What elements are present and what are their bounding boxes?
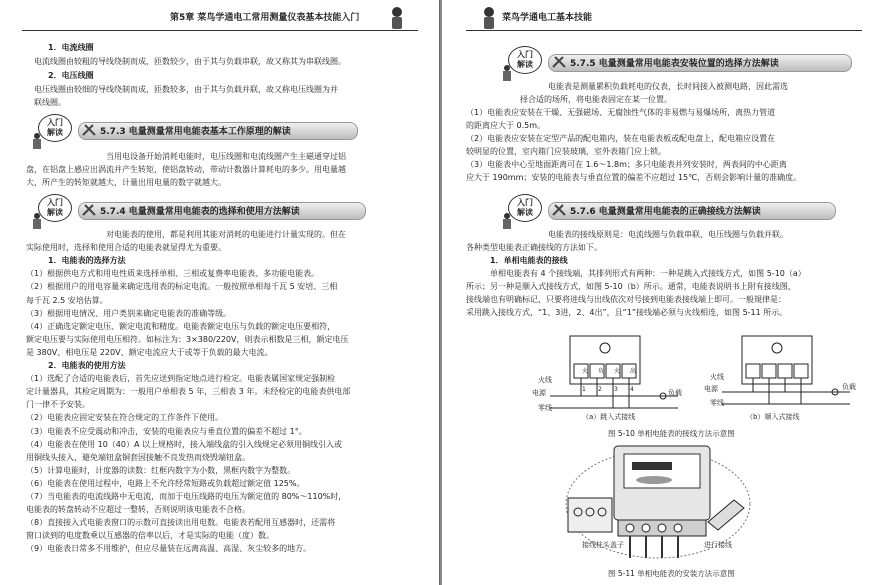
section-heading-5-7-3 (30, 118, 430, 146)
reader-figure-icon (500, 212, 514, 230)
rumen-badge (500, 194, 538, 228)
paragraph-line: （4）正确选定额定电压、额定电流和精度。电能表额定电压与负载的额定电压要相符， (26, 321, 336, 331)
subheading: 1．电能表的选择方法 (48, 256, 126, 266)
paragraph-line: 是 380V、相电压是 220V、额定电流应大于或等于负载的最大电流。 (26, 347, 273, 357)
load-label: 负载 (668, 389, 682, 397)
tools-icon (82, 124, 96, 136)
paragraph-line: （3）电能表中心至地面距离可在 1.6～1.8m；多只电能表并列安装时，两表间的中心距离 (466, 160, 787, 169)
header-rule (466, 30, 862, 31)
rumen-badge (500, 46, 538, 80)
header-rule (22, 30, 418, 31)
paragraph-line: 采用跳入接线方式，“1、3进，2、4出”，且“1”接线端必须与火线相连，如图 5-11 所示。 (466, 308, 788, 317)
zero-line-label: 零线 (710, 399, 724, 407)
paragraph-line: 所示；另一种是顺入式接线方式，如图 5-10（b）所示。通常，电能表说明书上附有接线图， (466, 282, 796, 291)
paragraph-line: （1）选配了合适的电能表后，首先应送到指定地点进行检定。电能表属国家规定强制检 (26, 374, 336, 384)
mascot-icon (478, 4, 500, 32)
paragraph-line: （8）直接接入式电能表窗口的示数可直接读出用电数。电能表若配用互感器时，还需将 (26, 518, 336, 528)
section-title: 5.7.3 电量测量常用电能表基本工作原理的解读 (100, 127, 291, 137)
left-page (0, 0, 440, 585)
terminal-number: 1 (582, 386, 586, 393)
reader-figure-icon (30, 132, 44, 150)
paragraph-line: 电流线圈由较粗的导线绕制而成，匝数较少，由于其与负载串联，故又称其为串联线圈。 (34, 57, 346, 66)
power-label: 电源 (532, 389, 546, 397)
left-page-header: 第5章 菜鸟学通电工常用测量仪表基本技能入门 (170, 13, 360, 23)
cover-label: 接线柱头盖子 (582, 541, 624, 549)
figure-5-10a-diagram (538, 334, 688, 424)
paragraph-line: （9）电能表日常多不用维护，但应尽量装在远离高温、高湿、灰尘较多的地方。 (26, 544, 312, 554)
paragraph-line: （1）根据供电方式和用电性质来选择单相、三相或复费率电能表、多功能电能表。 (26, 269, 320, 279)
paragraph-line: 电能表是测量累积负载耗电的仪表，长时间接入被测电路，因此需选 (548, 82, 788, 91)
figure-5-11-caption: 图 5-11 单相电能表的安装方法示意图 (608, 569, 735, 578)
paragraph-line: 窗口读到的电度数乘以互感器的倍率以后，才是实际的电能（度）数。 (26, 531, 274, 541)
section-heading-5-7-4 (30, 198, 430, 226)
terminal-label: 火 (614, 368, 621, 375)
paragraph-line: （3）根据用电情况、用户类别来确定电能表的准确等级。 (26, 308, 232, 318)
heading-voltage-coil: 2．电压线圈 (48, 71, 94, 80)
paragraph-line: 择合适的场所，将电能表固定在某一位置。 (520, 95, 672, 104)
paragraph-line: （2）电能表应固定安装在符合规定的工作条件下使用。 (26, 413, 224, 423)
right-page-header: 菜鸟学通电工基本技能 (502, 13, 593, 23)
badge-label: 入门 解读 (38, 194, 72, 222)
terminal-number: 4 (630, 386, 634, 393)
rumen-badge (30, 114, 68, 148)
badge-label: 入门 解读 (508, 194, 542, 222)
paragraph-line: （4）电能表在使用 10（40）A 以上规格时，接入端线盒的引入线规定必须用铜线引入或 (26, 439, 343, 449)
tools-icon (82, 204, 96, 216)
figure-5-10b-caption: （b）顺入式接线 (746, 413, 800, 421)
paragraph-line: 的距离应大于 0.5m。 (466, 121, 546, 130)
paragraph-line: 电能表的转盘转动不应超过一整转，否则说明该电能表不合格。 (26, 505, 250, 515)
reader-figure-icon (500, 64, 514, 82)
paragraph-line: （1）电能表应安装在干燥、无强磁场、无腐蚀性气体的非易燃与易爆场所，离热力管道 (466, 108, 776, 117)
right-page (442, 0, 882, 585)
wiring-label: 进行接线 (704, 541, 732, 549)
paragraph-line: （3）电能表不应受震动和冲击，安装的电能表应与垂直位置的偏差不超过 1°。 (26, 426, 307, 436)
paragraph-line: 各种类型电能表正确接线的方法如下。 (466, 243, 602, 252)
mascot-icon (386, 4, 408, 32)
paragraph-line: （2）根据用户的用电容量来确定选用表的标定电流。一般按照单相每千瓦 5 安培、三相 (26, 282, 338, 292)
section-title: 5.7.4 电量测量常用电能表的选择和使用方法解读 (100, 207, 300, 217)
figure-5-10a-caption: （a）跳入式接线 (582, 413, 636, 421)
terminal-label: 负 (598, 368, 605, 375)
paragraph-line: 额定电压要与实际使用电压相符。如标注为：3×380/220V，则表示相数是三相，额定电压 (26, 334, 349, 344)
subheading: 2．电能表的使用方法 (48, 361, 126, 370)
terminal-label: 火 (582, 368, 589, 375)
section-title: 5.7.6 电量测量常用电能表的正确接线方法解读 (570, 207, 761, 217)
subheading: 1．单相电能表的接线 (490, 256, 568, 265)
paragraph-line: 对电能表的使用，都是利用其能对消耗的电能进行计量实现的。但在 (106, 230, 346, 239)
section-heading-5-7-6 (500, 198, 880, 226)
zero-line-label: 零线 (538, 404, 552, 412)
paragraph-line: 联线圈。 (34, 98, 66, 107)
paragraph-line: 接线端也有明确标记，只要将进线与出线依次对号接到电能表接线端上即可。一般規律是： (466, 295, 786, 304)
tools-icon (552, 56, 566, 68)
figure-5-10-caption: 图 5-10 单相电能表的接线方法示意图 (608, 429, 735, 438)
paragraph-line: 实际使用时，选择和使用合适的电能表就显得尤为重要。 (26, 243, 226, 253)
terminal-label: 出 (630, 368, 637, 375)
section-heading-5-7-5 (500, 50, 880, 78)
paragraph-line: 当用电设备开始消耗电能时，电压线圈和电流线圈产生主磁通穿过铝 (106, 152, 346, 161)
paragraph-line: 用铜线头接入，避免端钮盒铜套因接触不良发热而烧毁端钮盒。 (26, 452, 250, 462)
heading-current-coil: 1．电流线圈 (48, 43, 94, 52)
fire-line-label: 火线 (538, 376, 552, 384)
paragraph-line: 应大于 190mm；安装的电能表与垂直位置的偏差不应超过 15℃，否则会影响计量的准确度。 (466, 173, 802, 182)
power-label: 电源 (704, 385, 718, 393)
paragraph-line: 较明显的位置，室内箱门应装玻璃，室外表箱门应上锁。 (466, 147, 666, 156)
fire-line-label: 火线 (710, 373, 724, 381)
paragraph-line: 单相电能表有 4 个接线端，其排列形式有两种：一种是跳入式接线方式，如图 5-10（a） (490, 269, 806, 278)
paragraph-line: （6）电能表在使用过程中，电路上不允许经常短路或负载超过额定值 125%。 (26, 478, 305, 488)
tools-icon (552, 204, 566, 216)
paragraph-line: 门一律不予安装。 (26, 400, 90, 410)
paragraph-line: 电能表的接线原则是：电流线圈与负载串联、电压线圈与负载并联。 (548, 230, 788, 239)
paragraph-line: 定计量器具，其检定周期为：一般用户单相表 5 年，三相表 3 年。未经检定的电能表供电部 (26, 387, 351, 397)
paragraph-line: （5）计算电能时，计度器的读数：红框内数字为小数，黑框内数字为整数。 (26, 465, 296, 475)
paragraph-line: 每千瓦 2.5 安培估算。 (26, 295, 108, 305)
paragraph-line: （7）当电能表的电流线路中无电流，而加于电压线路的电压为额定值的 80%～110%时， (26, 492, 347, 501)
badge-label: 入门 解读 (38, 114, 72, 142)
paragraph-line: 大，所产生的转矩就越大，计量出用电量的数字就越大。 (26, 178, 226, 187)
load-label: 负载 (842, 383, 856, 391)
figure-5-10b-diagram (710, 334, 860, 424)
paragraph-line: 盘，在铝盘上感应出涡流并产生转矩，使铝盘转动，带动计数器计算耗电的多少。用电量越 (26, 165, 346, 174)
paragraph-line: （2）电能表应安装在定型产品的配电箱内，装在电能表板或配电盘上，配电箱应设置在 (466, 134, 776, 143)
badge-label: 入门 解读 (508, 46, 542, 74)
terminal-number: 3 (614, 386, 618, 393)
reader-figure-icon (30, 212, 44, 230)
section-title: 5.7.5 电量测量常用电能表安装位置的选择方法解读 (570, 59, 779, 69)
rumen-badge (30, 194, 68, 228)
terminal-number: 2 (598, 386, 602, 393)
paragraph-line: 电压线圈由较细的导线绕制而成，匝数较多，由于其与负载并联，故又称电压线圈为并 (34, 85, 338, 94)
